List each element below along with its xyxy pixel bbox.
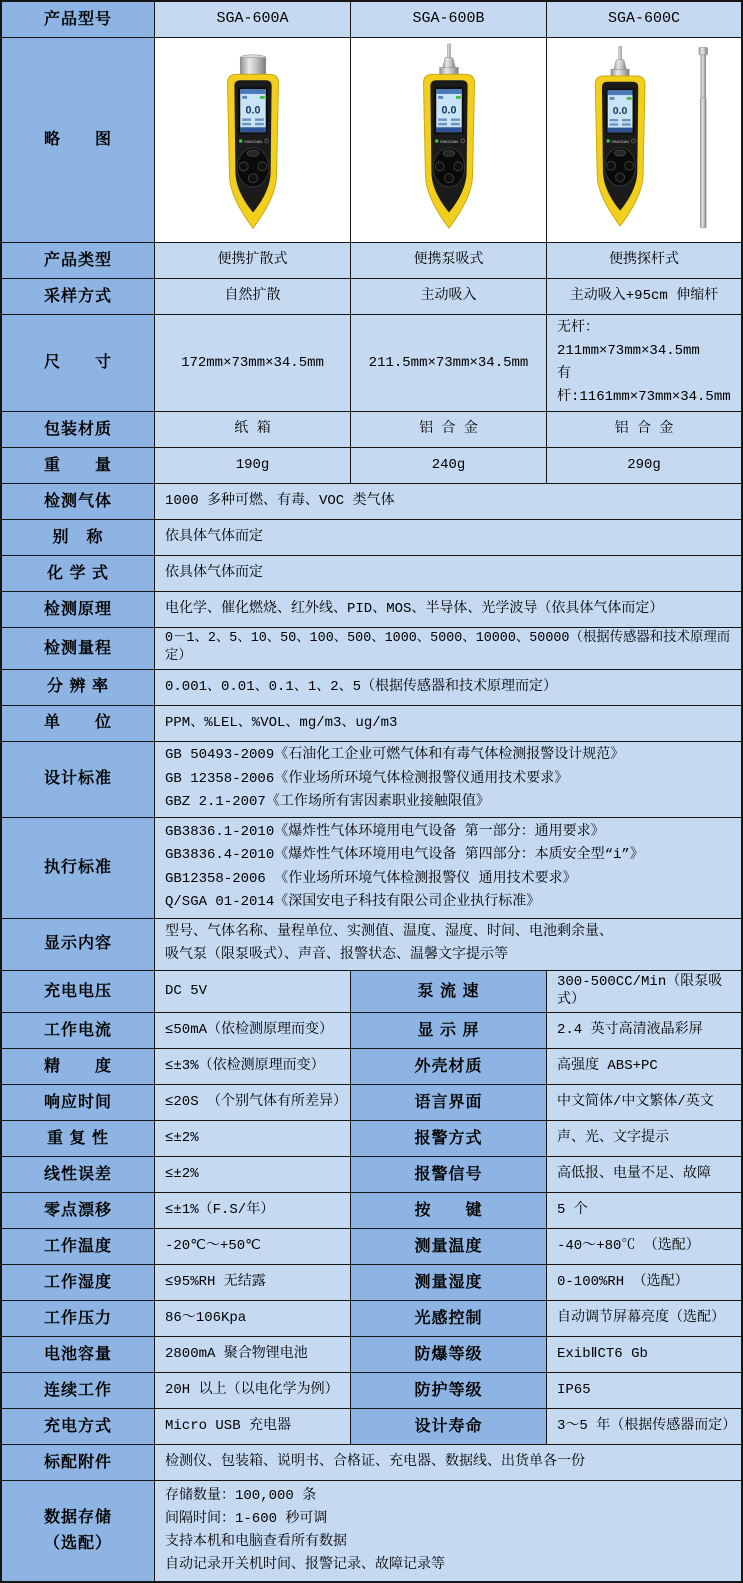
spec-row-packaging bbox=[2, 412, 741, 448]
standard-line: GB3836.4-2010《爆炸性气体环境用电气设备 第四部分：本质安全型“i”》 bbox=[165, 847, 644, 864]
left-button bbox=[607, 161, 616, 170]
spec-value: ≤±2% bbox=[155, 1121, 351, 1157]
row-label: 采样方式 bbox=[2, 279, 155, 315]
spec-value: 依具体气体而定 bbox=[155, 556, 741, 592]
left-button bbox=[435, 162, 444, 171]
spec-row-weight bbox=[2, 448, 741, 484]
device-image-sga-600a bbox=[155, 38, 351, 243]
row-label-line: 数据存储 bbox=[43, 1508, 112, 1526]
rod-tip bbox=[699, 47, 708, 55]
dimension-line: 有杆:1161mm×73mm×34.5mm bbox=[557, 366, 731, 406]
row-label: 零点漂移 bbox=[2, 1193, 155, 1229]
spec-value: 声、光、文字提示 bbox=[547, 1121, 741, 1157]
storage-line: 间隔时间：1-600 秒可调 bbox=[165, 1511, 328, 1528]
row-label: 防护等级 bbox=[351, 1373, 547, 1409]
probe-rod bbox=[447, 44, 450, 58]
spec-value: 290g bbox=[547, 448, 741, 484]
screen-text-row bbox=[450, 123, 459, 125]
left-button bbox=[239, 162, 248, 171]
row-label: 包装材质 bbox=[2, 412, 155, 448]
screen-text-row bbox=[622, 119, 631, 121]
spec-value bbox=[155, 1481, 741, 1581]
spec-value: ≤±2% bbox=[155, 1157, 351, 1193]
row-label: 设计标准 bbox=[2, 742, 155, 818]
row-label: 按 键 bbox=[351, 1193, 547, 1229]
model-name-a: SGA-600A bbox=[155, 2, 351, 38]
row-label: 设计寿命 bbox=[351, 1409, 547, 1445]
row-label: 检测气体 bbox=[2, 484, 155, 520]
brand-label: SINGOAN bbox=[243, 138, 262, 144]
standard-line: GB3836.1-2010《爆炸性气体环境用电气设备 第一部分：通用要求》 bbox=[165, 824, 605, 841]
spec-row-detect-gas bbox=[2, 484, 741, 520]
spec-value: 检测仪、包装箱、说明书、合格证、充电器、数据线、出货单各一份 bbox=[155, 1445, 741, 1481]
spec-row-pair bbox=[2, 1085, 741, 1121]
row-label: 尺 寸 bbox=[2, 315, 155, 412]
spec-row-model bbox=[2, 2, 741, 38]
speaker-icon bbox=[610, 97, 615, 100]
row-label: 光感控制 bbox=[351, 1301, 547, 1337]
model-name-b: SGA-600B bbox=[351, 2, 547, 38]
row-label: 电池容量 bbox=[2, 1337, 155, 1373]
spec-value: 240g bbox=[351, 448, 547, 484]
screen-text-row bbox=[610, 119, 619, 121]
screen-text-row bbox=[610, 123, 619, 125]
row-label: 重 复 性 bbox=[2, 1121, 155, 1157]
row-label: 分 辨 率 bbox=[2, 670, 155, 706]
spec-value: ≤20S （个别气体有所差异） bbox=[155, 1085, 351, 1121]
spec-row-pair bbox=[2, 971, 741, 1014]
screen-reading: 0.0 bbox=[612, 105, 628, 118]
device-image-sga-600b bbox=[351, 38, 547, 243]
dimension-line: 无杆：211mm×73mm×34.5mm bbox=[557, 320, 700, 360]
spec-value: 铝 合 金 bbox=[547, 412, 741, 448]
row-label: 工作电流 bbox=[2, 1013, 155, 1049]
spec-row-pair bbox=[2, 1193, 741, 1229]
spec-value: 高强度 ABS+PC bbox=[547, 1049, 741, 1085]
standard-line: GB12358-2006 《作业场所环境气体检测报警仪 通用技术要求》 bbox=[165, 870, 577, 887]
spec-value: PPM、%LEL、%VOL、mg/m3、ug/m3 bbox=[155, 706, 741, 742]
spec-value: ≤±1%（F.S/年） bbox=[155, 1193, 351, 1229]
spec-row-pair bbox=[2, 1265, 741, 1301]
spec-value: 高低报、电量不足、故障 bbox=[547, 1157, 741, 1193]
storage-line: 存储数量：100,000 条 bbox=[165, 1488, 317, 1505]
enter-button bbox=[616, 173, 625, 182]
screen-reading: 0.0 bbox=[245, 104, 260, 117]
spec-value: 0.001、0.01、0.1、1、2、5（根据传感器和技术原理而定） bbox=[155, 670, 741, 706]
row-label: 化 学 式 bbox=[2, 556, 155, 592]
spec-value: 1000 多种可燃、有毒、VOC 类气体 bbox=[155, 484, 741, 520]
led-indicator bbox=[238, 139, 242, 143]
telescopic-rod bbox=[699, 47, 708, 228]
display-content-line: 吸气泵（限泵吸式）、声音、报警状态、温馨文字提示等 bbox=[165, 947, 508, 964]
spec-value bbox=[155, 742, 741, 818]
right-button bbox=[257, 162, 266, 171]
standard-line: GB 50493-2009《石油化工企业可燃气体和有毒气体检测报警设计规范》 bbox=[165, 747, 625, 764]
row-label: 连续工作 bbox=[2, 1373, 155, 1409]
menu-button bbox=[247, 150, 259, 156]
row-label: 执行标准 bbox=[2, 818, 155, 919]
device-image-sga-600c bbox=[547, 38, 741, 243]
row-label: 工作压力 bbox=[2, 1301, 155, 1337]
spec-row-resolution bbox=[2, 670, 741, 706]
gas-detector-b-illustration bbox=[379, 42, 519, 238]
spec-value: 86～106Kpa bbox=[155, 1301, 351, 1337]
speaker-icon bbox=[438, 96, 443, 99]
spec-value: 0-100%RH （选配） bbox=[547, 1265, 741, 1301]
row-label: 测量湿度 bbox=[351, 1265, 547, 1301]
row-label: 工作湿度 bbox=[2, 1265, 155, 1301]
detector-unit bbox=[595, 46, 645, 226]
gas-detector-a-illustration bbox=[183, 42, 323, 238]
row-label: 测量温度 bbox=[351, 1229, 547, 1265]
screen-text-row bbox=[438, 123, 447, 125]
model-name-c: SGA-600C bbox=[547, 2, 741, 38]
spec-row-units bbox=[2, 706, 741, 742]
menu-button bbox=[614, 150, 625, 156]
spec-value: 依具体气体而定 bbox=[155, 520, 741, 556]
spec-row-sketch bbox=[2, 38, 741, 243]
spec-value: 便携扩散式 bbox=[155, 243, 351, 279]
screen-text-row bbox=[450, 118, 459, 120]
row-label: 单 位 bbox=[2, 706, 155, 742]
row-label: 报警方式 bbox=[351, 1121, 547, 1157]
spec-value: ExibⅡCT6 Gb bbox=[547, 1337, 741, 1373]
menu-button bbox=[443, 150, 455, 156]
brand-label: SINGOAN bbox=[439, 138, 458, 144]
spec-row-dimensions bbox=[2, 315, 741, 412]
row-label: 检测原理 bbox=[2, 592, 155, 628]
standard-line: GB 12358-2006《作业场所环境气体检测报警仪通用技术要求》 bbox=[165, 770, 569, 787]
row-label: 语言界面 bbox=[351, 1085, 547, 1121]
spec-value: 自然扩散 bbox=[155, 279, 351, 315]
spec-value: 20H 以上（以电化学为例） bbox=[155, 1373, 351, 1409]
spec-value: 主动吸入 bbox=[351, 279, 547, 315]
spec-row-pair bbox=[2, 1373, 741, 1409]
spec-value: 中文简体/中文繁体/英文 bbox=[547, 1085, 741, 1121]
storage-line: 自动记录开关机时间、报警记录、故障记录等 bbox=[165, 1557, 445, 1574]
spec-row-chemical-formula bbox=[2, 556, 741, 592]
row-label: 工作温度 bbox=[2, 1229, 155, 1265]
probe-rod bbox=[619, 46, 622, 59]
spec-value: 便携探杆式 bbox=[547, 243, 741, 279]
spec-row-data-storage bbox=[2, 1481, 741, 1581]
row-label: 标配附件 bbox=[2, 1445, 155, 1481]
spec-row-pair bbox=[2, 1049, 741, 1085]
spec-value: Micro USB 充电器 bbox=[155, 1409, 351, 1445]
spec-value: IP65 bbox=[547, 1373, 741, 1409]
spec-row-alias bbox=[2, 520, 741, 556]
brand-label: SINGOAN bbox=[611, 139, 629, 144]
spec-value: DC 5V bbox=[155, 971, 351, 1014]
spec-value: 便携泵吸式 bbox=[351, 243, 547, 279]
row-label: 精 度 bbox=[2, 1049, 155, 1085]
spec-row-detect-principle bbox=[2, 592, 741, 628]
spec-value: 190g bbox=[155, 448, 351, 484]
row-label: 检测量程 bbox=[2, 628, 155, 669]
row-label: 外壳材质 bbox=[351, 1049, 547, 1085]
row-label: 防爆等级 bbox=[351, 1337, 547, 1373]
spec-value: 0－1、2、5、10、50、100、500、1000、5000、10000、50000（根据传感器和技术原理而定） bbox=[155, 628, 741, 669]
spec-value: ≤95%RH 无结露 bbox=[155, 1265, 351, 1301]
spec-value: 铝 合 金 bbox=[351, 412, 547, 448]
spec-row-product-type bbox=[2, 243, 741, 279]
row-label: 产品类型 bbox=[2, 243, 155, 279]
spec-value: 自动调节屏幕亮度（选配） bbox=[547, 1301, 741, 1337]
spec-value: 主动吸入+95cm 伸缩杆 bbox=[547, 279, 741, 315]
spec-row-display-content bbox=[2, 919, 741, 971]
display-content-line: 型号、气体名称、量程单位、实测值、温度、湿度、时间、电池剩余量、 bbox=[165, 923, 613, 940]
row-label-line: （选配） bbox=[43, 1535, 112, 1553]
spec-value bbox=[547, 315, 741, 412]
spec-row-pair bbox=[2, 1229, 741, 1265]
led-indicator bbox=[606, 139, 609, 142]
spec-value bbox=[155, 818, 741, 919]
spec-value: 2800mA 聚合物锂电池 bbox=[155, 1337, 351, 1373]
rod-segment bbox=[701, 55, 706, 98]
rod-segment bbox=[700, 98, 706, 228]
screen-title-bar bbox=[608, 90, 633, 95]
enter-button bbox=[248, 174, 257, 183]
led-indicator bbox=[434, 139, 438, 143]
screen-status-bar bbox=[240, 127, 265, 132]
spec-row-pair bbox=[2, 1301, 741, 1337]
spec-value bbox=[155, 919, 741, 971]
spec-value: -40～+80℃ （选配） bbox=[547, 1229, 741, 1265]
screen-text-row bbox=[242, 123, 251, 125]
spec-value: 5 个 bbox=[547, 1193, 741, 1229]
row-label: 报警信号 bbox=[351, 1157, 547, 1193]
spec-value: 300-500CC/Min（限泵吸式） bbox=[547, 971, 741, 1014]
screen-title-bar bbox=[240, 89, 265, 94]
spec-row-pair bbox=[2, 1337, 741, 1373]
spec-row-sampling bbox=[2, 279, 741, 315]
battery-icon bbox=[455, 96, 460, 99]
row-label: 泵 流 速 bbox=[351, 971, 547, 1014]
screen-text-row bbox=[622, 123, 631, 125]
speaker-icon bbox=[242, 96, 247, 99]
enter-button bbox=[444, 174, 453, 183]
row-label: 别 称 bbox=[2, 520, 155, 556]
row-label: 充电电压 bbox=[2, 971, 155, 1014]
row-label: 充电方式 bbox=[2, 1409, 155, 1445]
spec-value: 211.5mm×73mm×34.5mm bbox=[351, 315, 547, 412]
spec-row-exec-standards bbox=[2, 818, 741, 919]
spec-value: 3～5 年（根据传感器而定） bbox=[547, 1409, 741, 1445]
gas-detector-c-illustration bbox=[558, 42, 730, 238]
spec-row-pair bbox=[2, 1157, 741, 1193]
spec-row-detect-range bbox=[2, 628, 741, 669]
spec-row-design-standards bbox=[2, 742, 741, 818]
screen-title-bar bbox=[436, 89, 461, 94]
right-button bbox=[453, 162, 462, 171]
standard-line: GBZ 2.1-2007《工作场所有害因素职业接触限值》 bbox=[165, 793, 490, 810]
right-button bbox=[625, 161, 634, 170]
spec-value: 纸 箱 bbox=[155, 412, 351, 448]
spec-row-accessories bbox=[2, 1445, 741, 1481]
screen-status-bar bbox=[608, 128, 633, 133]
screen-text-row bbox=[242, 118, 251, 120]
row-label: 略 图 bbox=[2, 38, 155, 243]
row-label: 产品型号 bbox=[2, 2, 155, 38]
spec-row-pair bbox=[2, 1013, 741, 1049]
spec-row-pair bbox=[2, 1409, 741, 1445]
spec-value: 172mm×73mm×34.5mm bbox=[155, 315, 351, 412]
spec-value: 2.4 英寸高清液晶彩屏 bbox=[547, 1013, 741, 1049]
screen-reading: 0.0 bbox=[441, 104, 456, 117]
screen-text-row bbox=[254, 118, 263, 120]
row-label: 显示内容 bbox=[2, 919, 155, 971]
spec-row-pair bbox=[2, 1121, 741, 1157]
row-label: 显 示 屏 bbox=[351, 1013, 547, 1049]
spec-value: ≤±3%（依检测原理而变） bbox=[155, 1049, 351, 1085]
spec-value: 电化学、催化燃烧、红外线、PID、MOS、半导体、光学波导（依具体气体而定） bbox=[155, 592, 741, 628]
standard-line: Q/SGA 01-2014《深国安电子科技有限公司企业执行标准》 bbox=[165, 893, 541, 910]
battery-icon bbox=[627, 97, 632, 100]
row-label: 响应时间 bbox=[2, 1085, 155, 1121]
screen-text-row bbox=[254, 123, 263, 125]
spec-value: ≤50mA（依检测原理而变） bbox=[155, 1013, 351, 1049]
spec-value: -20℃～+50℃ bbox=[155, 1229, 351, 1265]
screen-status-bar bbox=[436, 127, 461, 132]
storage-line: 支持本机和电脑查看所有数据 bbox=[165, 1534, 347, 1551]
row-label: 线性误差 bbox=[2, 1157, 155, 1193]
screen-text-row bbox=[438, 118, 447, 120]
row-label: 重 量 bbox=[2, 448, 155, 484]
row-label bbox=[2, 1481, 155, 1581]
battery-icon bbox=[259, 96, 264, 99]
